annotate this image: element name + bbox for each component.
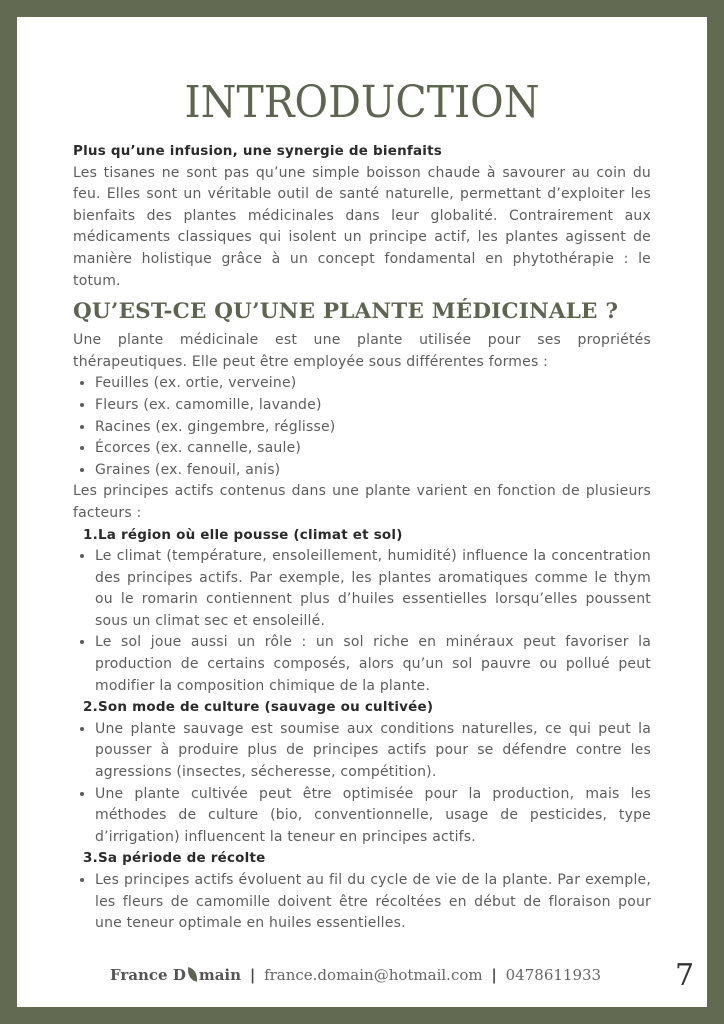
factor-title: La région où elle pousse (climat et sol)	[98, 526, 403, 543]
brand-part2: main	[198, 966, 242, 984]
section-intro: Une plante médicinale est une plante utilisée pour ses propriétés thérapeutiques. Elle peut être employée sous différentes formes :	[73, 332, 651, 370]
factor-points	[73, 719, 651, 849]
brand-part1: France D	[110, 966, 186, 984]
factor-number: 2.	[83, 699, 98, 716]
forms-list	[73, 373, 651, 481]
footer-separator: |	[249, 966, 256, 984]
factor-number: 3.	[83, 850, 98, 867]
list-item: • Une plante sauvage est soumise aux conditions naturelles, ce qui peut la pousser à produire plus de principes actifs pour se défendre contre les agressions (insectes, sécheresse, compétition).	[95, 719, 651, 784]
list-item: • Fleurs (ex. camomille, lavande)	[95, 395, 651, 417]
factor-heading	[73, 697, 651, 719]
page-number: 7	[675, 958, 695, 993]
list-item: • Le sol joue aussi un rôle : un sol riche en minéraux peut favoriser la production de certains composés, alors qu’un sol pauvre ou pollué peut modifier la composition chimique de la plante.	[95, 632, 651, 697]
factor-heading	[73, 525, 651, 547]
factor-number: 1.	[83, 526, 98, 543]
footer-phone[interactable]: 0478611933	[505, 966, 602, 984]
footer	[110, 966, 630, 984]
list-item: • Les principes actifs évoluent au fil du cycle de vie de la plante. Par exemple, les fleurs de camomille doivent être récoltées en début de floraison pour une teneur optimale en huiles essentielles.	[95, 870, 651, 935]
list-item: • Une plante cultivée peut être optimisée pour la production, mais les méthodes de culture (bio, conventionnelle, usage de pesticides, type d’irrigation) influencent la teneur en principes actifs.	[95, 784, 651, 849]
factor-title: Son mode de culture (sauvage ou cultivée)	[98, 699, 434, 716]
list-item: • Racines (ex. gingembre, réglisse)	[95, 417, 651, 439]
section-heading: QU’EST-CE QU’UNE PLANTE MÉDICINALE ?	[73, 299, 619, 325]
intro-heading: Plus qu’une infusion, une synergie de bienfaits	[73, 143, 443, 159]
factors-intro: Les principes actifs contenus dans une plante varient en fonction de plusieurs facteurs :	[73, 483, 651, 521]
leaf-icon	[186, 967, 199, 982]
list-item: • Le climat (température, ensoleillement, humidité) influence la concentration des principes actifs. Par exemple, les plantes aromatiques comme le thym ou le romarin contiennent plus d’huiles essentielles lorsqu’elles poussent sous un climat sec et ensoleillé.	[95, 546, 651, 632]
list-item: • Feuilles (ex. ortie, verveine)	[95, 373, 651, 395]
main-content	[73, 141, 651, 935]
factor-title: Sa période de récolte	[98, 850, 266, 867]
footer-email[interactable]: france.domain@hotmail.com	[264, 966, 483, 984]
page-title: INTRODUCTION	[184, 77, 540, 128]
list-item: • Écorces (ex. cannelle, saule)	[95, 438, 651, 460]
factor-heading	[73, 848, 651, 870]
list-item: • Graines (ex. fenouil, anis)	[95, 460, 651, 482]
footer-separator: |	[491, 966, 497, 984]
factor-points	[73, 546, 651, 697]
factor-points	[73, 870, 651, 935]
intro-paragraph: Les tisanes ne sont pas qu’une simple boisson chaude à savourer au coin du feu. Elles sont un véritable outil de santé naturelle, permettant d’exploiter les bienfaits des plantes médicinales dans leur globalité. Contrairement aux médicaments classiques qui isolent un principe actif, les plantes agissent de manière holistique grâce à un concept fondamental en phytothérapie : le totum.	[73, 164, 651, 289]
brand-name	[110, 966, 241, 984]
